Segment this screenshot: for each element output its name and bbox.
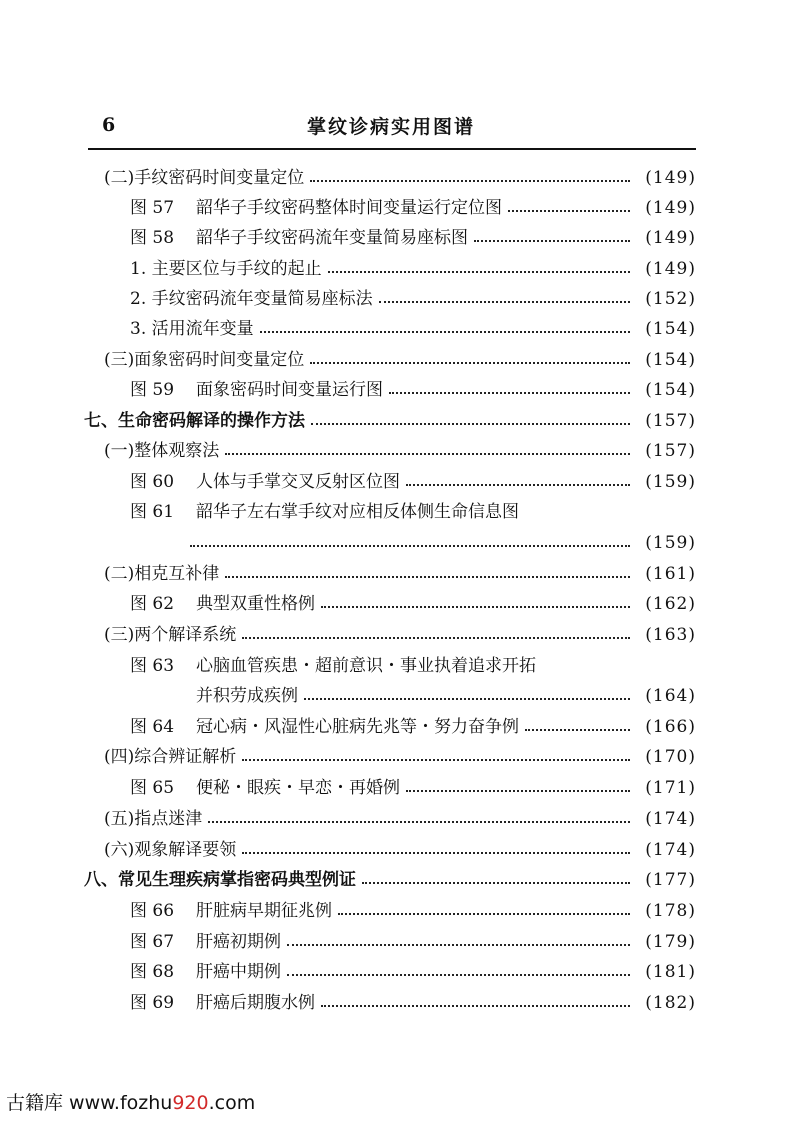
figure-label: 图 68 <box>130 962 175 982</box>
toc-page-number: (149) <box>645 198 696 218</box>
toc-entry-title: 3. 活用流年变量 <box>130 319 254 339</box>
toc-page-number: (179) <box>645 932 696 952</box>
dot-leader <box>508 210 630 212</box>
watermark-number: 920 <box>172 1092 209 1114</box>
toc-page-number: (154) <box>645 350 696 370</box>
toc-entry-title: 人体与手掌交叉反射区位图 <box>196 472 400 492</box>
toc-entry-figure[interactable] <box>130 773 696 803</box>
toc-entry-figure[interactable] <box>130 467 696 497</box>
toc-entry-title: (六)观象解译要领 <box>104 840 237 860</box>
toc-page-number: (162) <box>645 594 696 614</box>
toc-entry-section[interactable] <box>104 436 696 466</box>
toc-page-number: (181) <box>645 962 696 982</box>
toc-entry-title: 1. 主要区位与手纹的起止 <box>130 259 322 279</box>
toc-entry-title: 韶华子手纹密码流年变量简易座标图 <box>196 228 468 248</box>
toc-page-number: (154) <box>645 380 696 400</box>
toc-entry-figure[interactable] <box>130 589 696 619</box>
dot-leader <box>225 453 630 455</box>
toc-page-number: (177) <box>645 870 696 890</box>
toc-page-number: (161) <box>645 564 696 584</box>
figure-label: 图 57 <box>130 198 175 218</box>
dot-leader <box>242 759 630 761</box>
toc-entry-title: (五)指点迷津 <box>104 809 203 829</box>
toc-entry-title: 八、常见生理疾病掌指密码典型例证 <box>84 870 356 890</box>
toc-entry-title: 便秘・眼疾・早恋・再婚例 <box>196 778 400 798</box>
dot-leader <box>190 545 630 547</box>
toc-entry-chapter[interactable] <box>84 865 696 895</box>
toc-entry-continuation[interactable] <box>196 681 696 711</box>
dot-leader <box>321 606 630 608</box>
dot-leader <box>225 576 630 578</box>
toc-entry-section[interactable] <box>104 835 696 865</box>
toc-entry-title: 韶华子左右掌手纹对应相反体侧生命信息图 <box>196 502 519 522</box>
toc-entry-title: 肝癌后期腹水例 <box>196 993 315 1013</box>
figure-label: 图 63 <box>130 656 175 676</box>
toc-entry-title: (一)整体观察法 <box>104 441 220 461</box>
toc-entry-title: 并积劳成疾例 <box>196 686 298 706</box>
dot-leader <box>310 362 630 364</box>
toc-page-number: (166) <box>645 717 696 737</box>
toc-page-number: (159) <box>645 533 696 553</box>
toc-entry-figure[interactable] <box>130 927 696 957</box>
figure-label: 图 65 <box>130 778 175 798</box>
toc-page-number: (170) <box>645 747 696 767</box>
dot-leader <box>311 423 630 425</box>
toc-page-number: (149) <box>645 259 696 279</box>
toc-entry-section[interactable] <box>104 163 696 193</box>
toc-entry-figure[interactable] <box>130 223 696 253</box>
figure-label: 图 59 <box>130 380 175 400</box>
toc-entry-figure[interactable] <box>130 988 696 1018</box>
toc-page-number: (163) <box>645 625 696 645</box>
toc-page-number: (159) <box>645 472 696 492</box>
toc-page-number: (164) <box>645 686 696 706</box>
dot-leader <box>321 1005 630 1007</box>
figure-label: 图 60 <box>130 472 175 492</box>
toc-entry-title: (二)手纹密码时间变量定位 <box>104 168 305 188</box>
figure-label: 图 64 <box>130 717 175 737</box>
toc-entry-title: (三)两个解译系统 <box>104 625 237 645</box>
toc-entry-continuation[interactable] <box>190 528 696 558</box>
toc-entry-title: 肝癌中期例 <box>196 962 281 982</box>
dot-leader <box>328 271 630 273</box>
dot-leader <box>310 180 630 182</box>
toc-page-number: (182) <box>645 993 696 1013</box>
toc-entry-title: 肝脏病早期征兆例 <box>196 901 332 921</box>
watermark-text: 古籍库 www.fozhu <box>6 1092 173 1114</box>
dot-leader <box>304 698 630 700</box>
book-title: 掌纹诊病实用图谱 <box>306 116 475 138</box>
toc-entry-section[interactable] <box>104 559 696 589</box>
figure-label: 图 67 <box>130 932 175 952</box>
page-number: 6 <box>102 114 116 136</box>
dot-leader <box>338 913 630 915</box>
toc-entry-section[interactable] <box>104 345 696 375</box>
toc-entry-chapter[interactable] <box>84 406 696 436</box>
toc-entry-title: 2. 手纹密码流年变量简易座标法 <box>130 289 373 309</box>
toc-entry-section[interactable] <box>104 804 696 834</box>
toc-page-number: (149) <box>645 228 696 248</box>
toc-entry-title: 韶华子手纹密码整体时间变量运行定位图 <box>196 198 502 218</box>
toc-page-number: (178) <box>645 901 696 921</box>
toc-entry-figure[interactable] <box>130 193 696 223</box>
toc-entry-title: 冠心病・风湿性心脏病先兆等・努力奋争例 <box>196 717 519 737</box>
toc-entry-title: (四)综合辨证解析 <box>104 747 237 767</box>
toc-entry-title: (二)相克互补律 <box>104 564 220 584</box>
toc-entry-figure[interactable] <box>130 896 696 926</box>
toc-page-number: (171) <box>645 778 696 798</box>
dot-leader <box>379 301 630 303</box>
toc-entry-item[interactable] <box>130 254 696 284</box>
toc-entry-title: 面象密码时间变量运行图 <box>196 380 383 400</box>
toc-entry-figure[interactable] <box>130 497 696 527</box>
dot-leader <box>208 821 630 823</box>
toc-entry-figure[interactable] <box>130 651 696 681</box>
figure-label: 图 61 <box>130 502 175 522</box>
toc-entry-item[interactable] <box>130 284 696 314</box>
toc-entry-title: 七、生命密码解译的操作方法 <box>84 411 305 431</box>
dot-leader <box>260 331 630 333</box>
toc-entry-title: 心脑血管疾患・超前意识・事业执着追求开拓 <box>196 656 536 676</box>
figure-label: 图 62 <box>130 594 175 614</box>
toc-entry-title: (三)面象密码时间变量定位 <box>104 350 305 370</box>
toc-page-number: (174) <box>645 840 696 860</box>
dot-leader <box>287 974 630 976</box>
dot-leader <box>242 637 630 639</box>
toc-entry-section[interactable] <box>104 742 696 772</box>
dot-leader <box>474 240 630 242</box>
site-watermark <box>6 1088 255 1115</box>
dot-leader <box>242 852 630 854</box>
dot-leader <box>406 790 630 792</box>
dot-leader <box>525 729 630 731</box>
toc-page-number: (149) <box>645 168 696 188</box>
dot-leader <box>389 392 630 394</box>
toc-entry-figure[interactable] <box>130 957 696 987</box>
figure-label: 图 58 <box>130 228 175 248</box>
toc-page-number: (154) <box>645 319 696 339</box>
toc-entry-title: 典型双重性格例 <box>196 594 315 614</box>
toc-entry-title: 肝癌初期例 <box>196 932 281 952</box>
toc-page-number: (152) <box>645 289 696 309</box>
dot-leader <box>406 484 630 486</box>
dot-leader <box>287 944 630 946</box>
dot-leader <box>362 882 630 884</box>
toc-entry-section[interactable] <box>104 620 696 650</box>
toc-entry-figure[interactable] <box>130 712 696 742</box>
toc-page-number: (174) <box>645 809 696 829</box>
toc-entry-item[interactable] <box>130 314 696 344</box>
toc-entry-figure[interactable] <box>130 375 696 405</box>
figure-label: 图 69 <box>130 993 175 1013</box>
toc-page-number: (157) <box>645 411 696 431</box>
toc-page-number: (157) <box>645 441 696 461</box>
watermark-suffix: .com <box>208 1092 256 1114</box>
figure-label: 图 66 <box>130 901 175 921</box>
